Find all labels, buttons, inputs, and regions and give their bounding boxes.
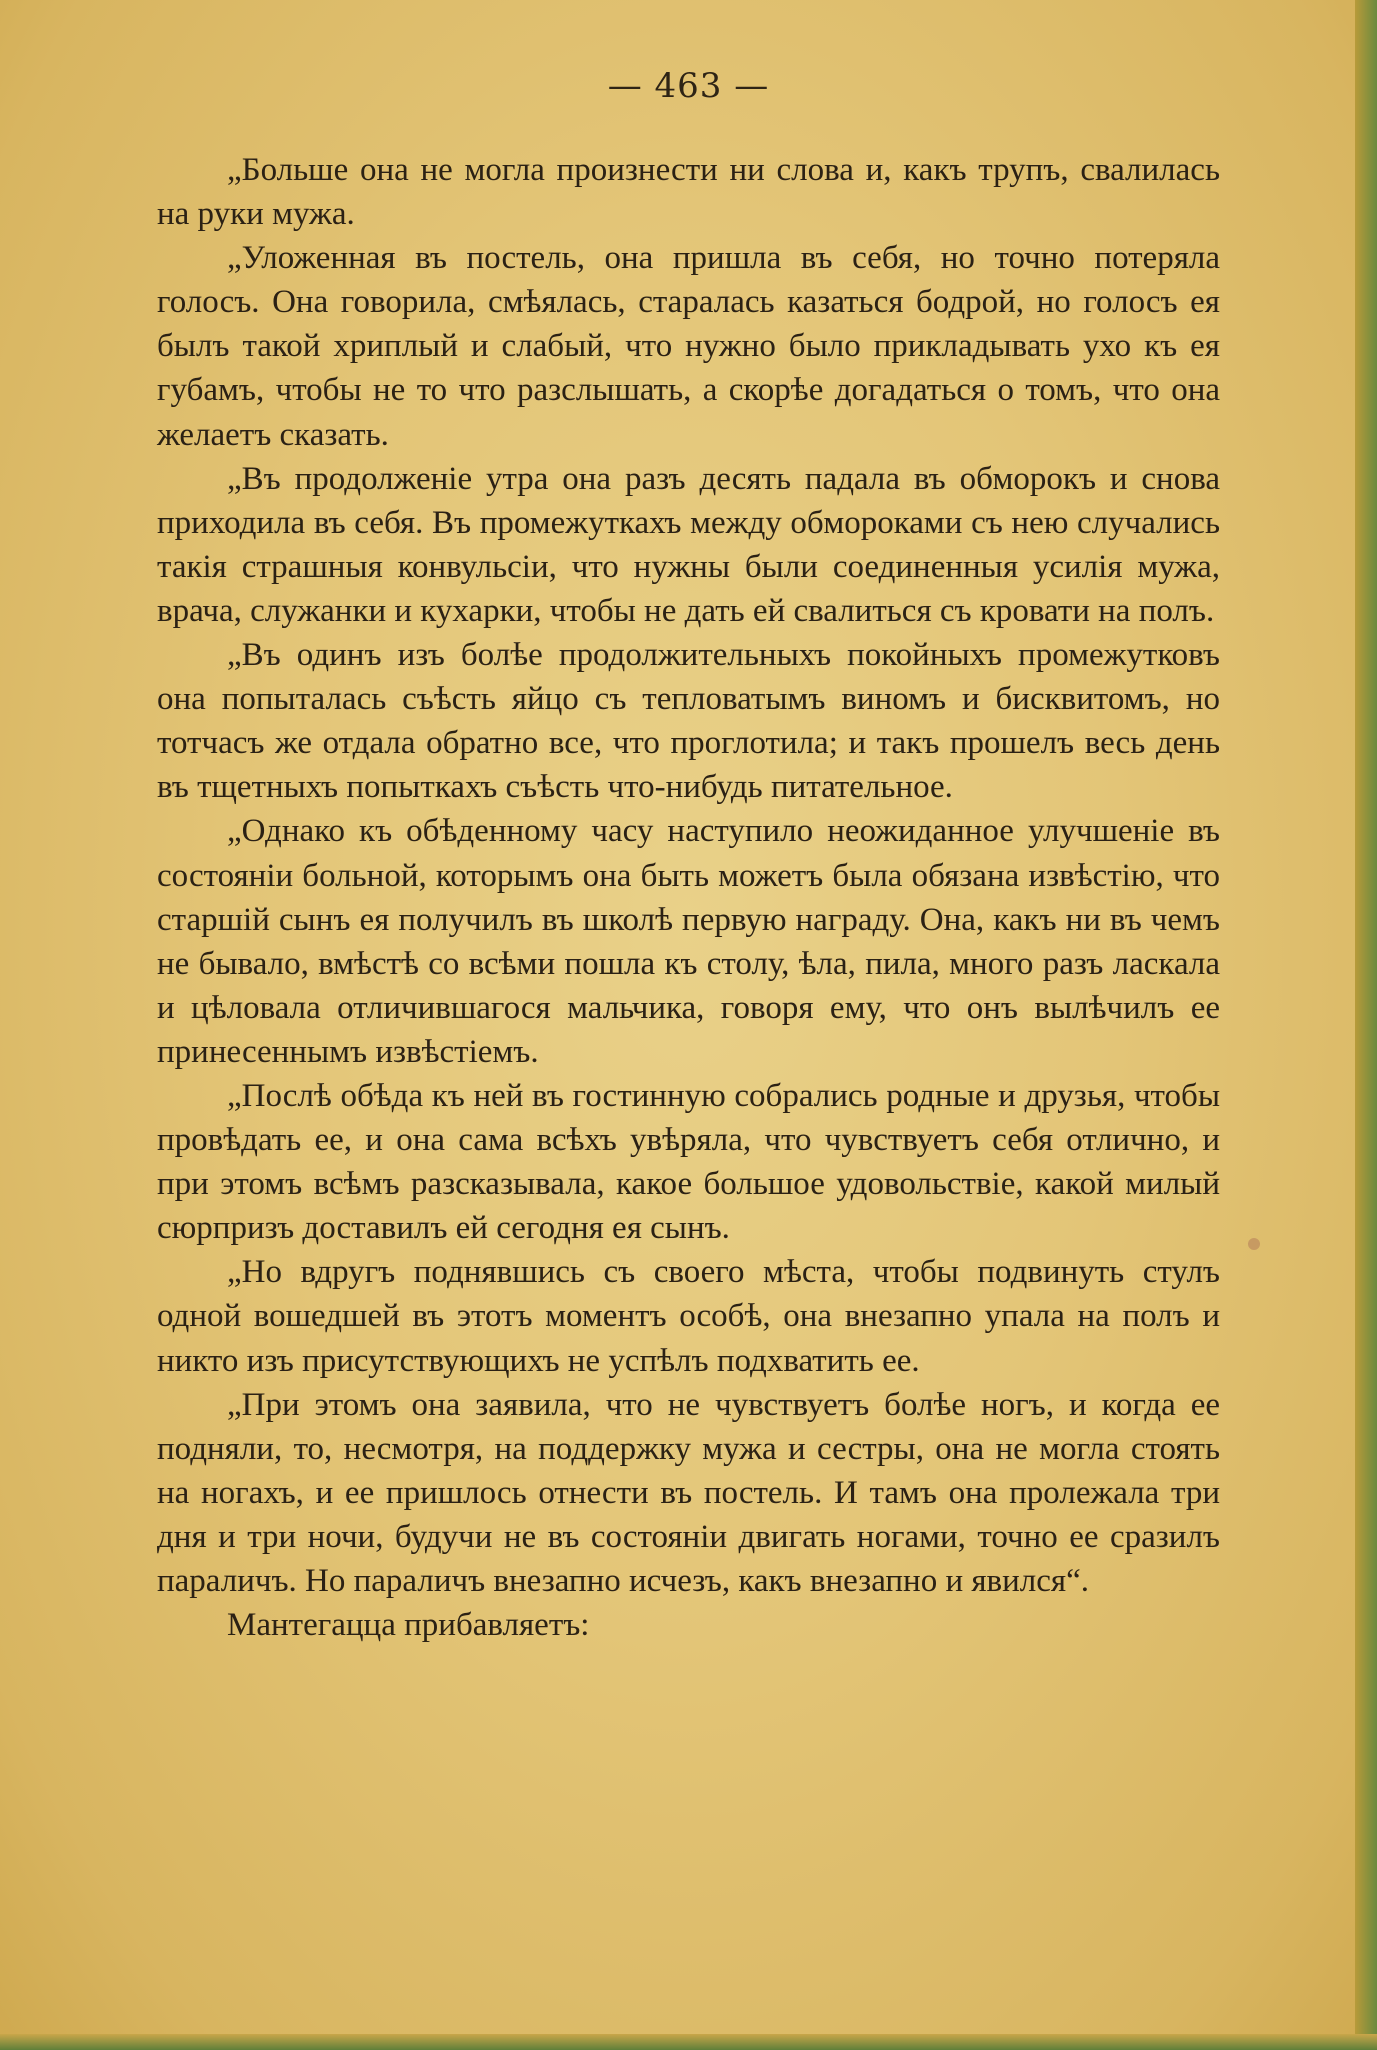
paper-stain xyxy=(1248,1238,1260,1250)
paragraph-4: „Въ одинъ изъ болѣе продолжительныхъ покойныхъ промежутковъ она попыталась съѣсть яйцо съ тепловатымъ виномъ и бисквитомъ, но тотчасъ же отдала обратно все, что проглотила; и такъ прошелъ весь день въ тщетныхъ попыткахъ съѣсть что-нибудь питательное. xyxy=(157,637,1220,806)
paragraph-3: „Въ продолженіе утра она разъ десять падала въ обморокъ и снова приходила въ себя. Въ промежуткахъ между обмороками съ нею случались такія страшныя конвульсіи, что нужны были соединенныя усилія мужа, врача, служанки и кухарки, чтобы не дать ей свалиться съ кровати на полъ. xyxy=(157,460,1220,629)
paragraph-6: „Послѣ обѣда къ ней въ гостинную собрались родные и друзья, чтобы провѣдать ее, и она сама всѣхъ увѣряла, что чувствуетъ себя отлично, и при этомъ всѣмъ разсказывала, какое большое удовольствіе, какой милый сюрпризъ доставилъ ей сегодня ея сынъ. xyxy=(157,1077,1220,1247)
paragraph-7: „Но вдругъ поднявшись съ своего мѣста, чтобы подвинуть стулъ одной вошедшей въ этотъ моментъ особѣ, она внезапно упала на полъ и никто изъ присутствующихъ не успѣлъ подхватить ее. xyxy=(157,1254,1220,1379)
paragraph-2: „Уложенная въ постель, она пришла въ себя, но точно потеряла голосъ. Она говорила, смѣялась, старалась казаться бодрой, но голосъ ея былъ такой хриплый и слабый, что нужно было прикладывать ухо къ ея губамъ, чтобы не то что разслышать, а скорѣе догадаться о томъ, что она желаетъ сказать. xyxy=(157,240,1220,453)
page-edge-right xyxy=(1355,0,1377,2050)
paragraph-5: „Однако къ обѣденному часу наступило неожиданное улучшеніе въ состояніи больной, которымъ она быть можетъ была обязана извѣстію, что старшій сынъ ея получилъ въ школѣ первую награду. Она, какъ ни въ чемъ не бывало, вмѣстѣ со всѣми пошла къ столу, ѣла, пила, много разъ ласкала и цѣловала отличившагося мальчика, говоря ему, что онъ вылѣчилъ ее принесеннымъ извѣстіемъ. xyxy=(157,813,1220,1070)
page-number: — 463 — xyxy=(607,66,770,106)
paragraph-8: „При этомъ она заявила, что не чувствуетъ болѣе ногъ, и когда ее подняли, то, несмотря, на поддержку мужа и сестры, она не могла стоять на ногахъ, и ее пришлось отнести въ постель. И тамъ она пролежала три дня и три ночи, будучи не въ состояніи двигать ногами, точно ее сразилъ параличъ. Но параличъ внезапно исчезъ, какъ внезапно и явился“. xyxy=(157,1386,1220,1599)
paragraph-1: „Больше она не могла произнести ни слова и, какъ трупъ, свалилась на руки мужа. xyxy=(157,152,1220,233)
body-text xyxy=(157,148,1220,1647)
paragraph-9: Мантегацца прибавляетъ: xyxy=(227,1607,590,1644)
page-edge-bottom xyxy=(0,2034,1377,2050)
